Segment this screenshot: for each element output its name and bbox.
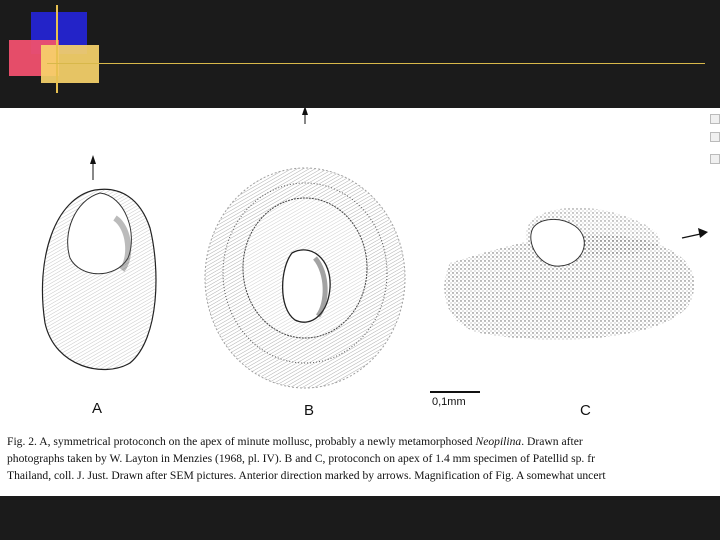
decorative-yellow-square — [41, 45, 99, 83]
scroll-up-button[interactable] — [710, 114, 720, 124]
figure-label-a: A — [92, 400, 103, 417]
slide-image-area — [0, 108, 720, 496]
scroll-buttons[interactable] — [708, 108, 720, 168]
figure-label-c: C — [580, 402, 591, 419]
caption-line-1: Fig. 2. A, symmetrical protoconch on the apex of minute mollusc, probably a newly metamorphosed Neopilina. Drawn after — [7, 435, 583, 448]
figure-drawing — [0, 108, 720, 428]
figure-caption — [7, 433, 720, 484]
protoconch-figure — [0, 108, 720, 428]
slide-header — [0, 0, 720, 108]
decorative-horizontal-line — [47, 63, 705, 64]
specimen-b-drawing — [205, 108, 405, 388]
slide-footer — [0, 496, 720, 540]
scroll-mid-button[interactable] — [710, 132, 720, 142]
caption-line-3: Thailand, coll. J. Just. Drawn after SEM pictures. Anterior direction marked by arrows. Magnification of Fig. A somewhat uncert — [7, 469, 606, 482]
caption-line-2: photographs taken by W. Layton in Menzies (1968, pl. IV). B and C, protoconch on apex of 1.4 mm specimen of Patellid sp. fr — [7, 452, 595, 465]
decorative-vertical-line — [56, 5, 58, 93]
scroll-down-button[interactable] — [710, 154, 720, 164]
figure-label-b: B — [304, 402, 315, 419]
specimen-a-drawing — [42, 155, 156, 370]
scale-bar-label: 0,1mm — [432, 396, 466, 408]
specimen-c-drawing — [444, 208, 708, 340]
